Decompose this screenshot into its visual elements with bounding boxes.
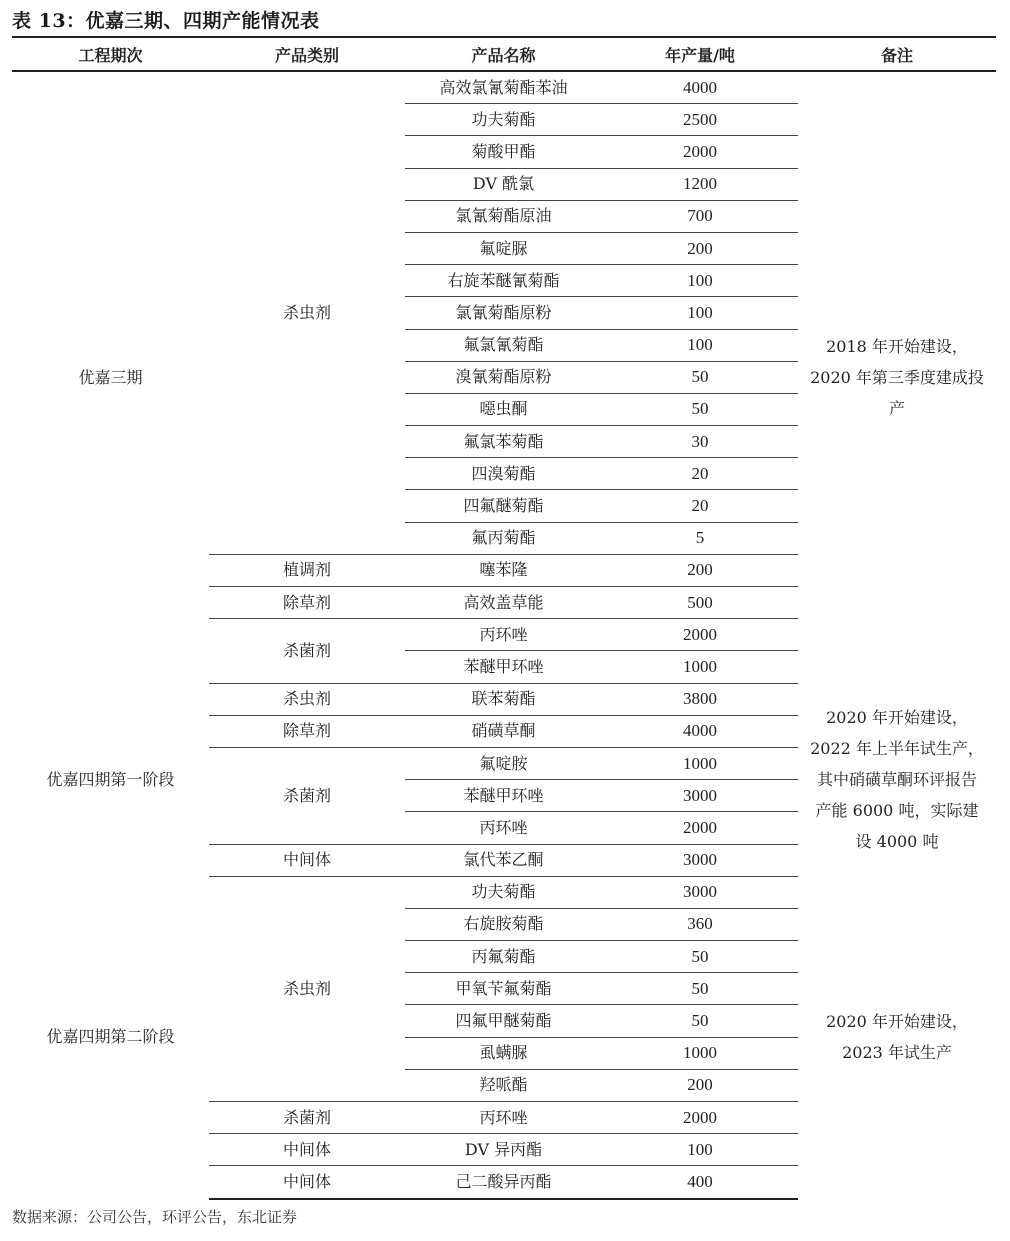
quantity-cell: 2000: [602, 136, 798, 168]
phase-cell: 优嘉三期: [78, 367, 143, 387]
quantity-cell: 2000: [602, 619, 798, 651]
quantity-cell: 200: [602, 232, 798, 264]
product-name-cell: 丙环唑: [405, 812, 602, 844]
product-name-cell: 丙环唑: [405, 1102, 602, 1134]
quantity-cell: 4000: [602, 715, 798, 747]
source-note: 数据来源：公司公告，环评公告，东北证券: [12, 1208, 298, 1226]
product-name-cell: DV 异丙酯: [405, 1134, 602, 1166]
quantity-cell: 4000: [602, 71, 798, 104]
header-product: 产品名称: [405, 37, 602, 71]
product-name-cell: 四溴菊酯: [405, 458, 602, 490]
quantity-cell: 2500: [602, 104, 798, 136]
header-quantity: 年产量/吨: [602, 37, 798, 71]
quantity-cell: 1000: [602, 1037, 798, 1069]
product-name-cell: 己二酸异丙酯: [405, 1166, 602, 1199]
product-name-cell: 氟啶脲: [405, 232, 602, 264]
category-cell: 中间体: [209, 1166, 405, 1199]
quantity-cell: 2000: [602, 812, 798, 844]
table-title: 表 13：优嘉三期、四期产能情况表: [12, 10, 320, 32]
note-cell: 2020 年开始建设，2023 年试生产: [826, 1012, 968, 1063]
header-row: [12, 37, 996, 71]
quantity-cell: 1000: [602, 747, 798, 779]
quantity-cell: 700: [602, 200, 798, 232]
table-body: [12, 71, 996, 1199]
product-name-cell: 溴氰菊酯原粉: [405, 361, 602, 393]
product-name-cell: 氟氯氰菊酯: [405, 329, 602, 361]
quantity-cell: 400: [602, 1166, 798, 1199]
product-name-cell: 右旋苯醚氰菊酯: [405, 265, 602, 297]
capacity-table: [12, 36, 996, 1200]
quantity-cell: 1200: [602, 168, 798, 200]
product-name-cell: 功夫菊酯: [405, 876, 602, 908]
product-name-cell: 苯醚甲环唑: [405, 780, 602, 812]
category-cell: 杀菌剂: [209, 1102, 405, 1134]
quantity-cell: 50: [602, 1005, 798, 1037]
quantity-cell: 100: [602, 265, 798, 297]
quantity-cell: 100: [602, 329, 798, 361]
product-name-cell: 虱螨脲: [405, 1037, 602, 1069]
quantity-cell: 30: [602, 426, 798, 458]
quantity-cell: 5: [602, 522, 798, 554]
quantity-cell: 2000: [602, 1102, 798, 1134]
product-name-cell: 四氟甲醚菊酯: [405, 1005, 602, 1037]
product-name-cell: 甲氧苄氟菊酯: [405, 973, 602, 1005]
product-name-cell: 功夫菊酯: [405, 104, 602, 136]
category-cell: 除草剂: [209, 715, 405, 747]
product-name-cell: 羟哌酯: [405, 1069, 602, 1101]
category-cell: 杀菌剂: [209, 747, 405, 844]
product-name-cell: 氟丙菊酯: [405, 522, 602, 554]
quantity-cell: 3000: [602, 844, 798, 876]
header-category: 产品类别: [209, 37, 405, 71]
note-cell: 2020 年开始建设，2022 年上半年试生产，其中硝磺草酮环评报告产能 6000 吨，实际建设 4000 吨: [810, 708, 984, 852]
header-note: 备注: [798, 37, 996, 71]
category-cell: 除草剂: [209, 587, 405, 619]
quantity-cell: 200: [602, 554, 798, 586]
product-name-cell: 噻苯隆: [405, 554, 602, 586]
quantity-cell: 50: [602, 941, 798, 973]
product-name-cell: 右旋胺菊酯: [405, 908, 602, 940]
product-name-cell: 菊酸甲酯: [405, 136, 602, 168]
quantity-cell: 3800: [602, 683, 798, 715]
product-name-cell: 氟氯苯菊酯: [405, 426, 602, 458]
product-name-cell: 氯氰菊酯原油: [405, 200, 602, 232]
quantity-cell: 50: [602, 393, 798, 425]
category-cell: 杀虫剂: [209, 683, 405, 715]
quantity-cell: 1000: [602, 651, 798, 683]
quantity-cell: 3000: [602, 780, 798, 812]
header-phase: 工程期次: [12, 37, 209, 71]
quantity-cell: 100: [602, 297, 798, 329]
quantity-cell: 200: [602, 1069, 798, 1101]
table-row: [12, 876, 996, 908]
note-cell: 2018 年开始建设，2020 年第三季度建成投产: [810, 337, 984, 419]
quantity-cell: 20: [602, 490, 798, 522]
quantity-cell: 20: [602, 458, 798, 490]
category-cell: 中间体: [209, 844, 405, 876]
product-name-cell: 四氟醚菊酯: [405, 490, 602, 522]
product-name-cell: DV 酰氯: [405, 168, 602, 200]
category-cell: 中间体: [209, 1134, 405, 1166]
quantity-cell: 100: [602, 1134, 798, 1166]
product-name-cell: 氟啶胺: [405, 747, 602, 779]
phase-cell: 优嘉四期第二阶段: [46, 1027, 175, 1047]
product-name-cell: 苯醚甲环唑: [405, 651, 602, 683]
phase-cell: 优嘉四期第一阶段: [46, 769, 175, 789]
category-cell: 杀虫剂: [209, 876, 405, 1101]
product-name-cell: 氯氰菊酯原粉: [405, 297, 602, 329]
quantity-cell: 360: [602, 908, 798, 940]
category-cell: 杀菌剂: [209, 619, 405, 683]
quantity-cell: 500: [602, 587, 798, 619]
product-name-cell: 丙氟菊酯: [405, 941, 602, 973]
product-name-cell: 联苯菊酯: [405, 683, 602, 715]
product-name-cell: 丙环唑: [405, 619, 602, 651]
table-row: [12, 71, 996, 104]
category-cell: 植调剂: [209, 554, 405, 586]
product-name-cell: 硝磺草酮: [405, 715, 602, 747]
product-name-cell: 氯代苯乙酮: [405, 844, 602, 876]
product-name-cell: 噁虫酮: [405, 393, 602, 425]
category-cell: 杀虫剂: [209, 71, 405, 554]
quantity-cell: 3000: [602, 876, 798, 908]
product-name-cell: 高效盖草能: [405, 587, 602, 619]
quantity-cell: 50: [602, 361, 798, 393]
product-name-cell: 高效氯氰菊酯苯油: [405, 71, 602, 104]
table-row: [12, 683, 996, 715]
quantity-cell: 50: [602, 973, 798, 1005]
